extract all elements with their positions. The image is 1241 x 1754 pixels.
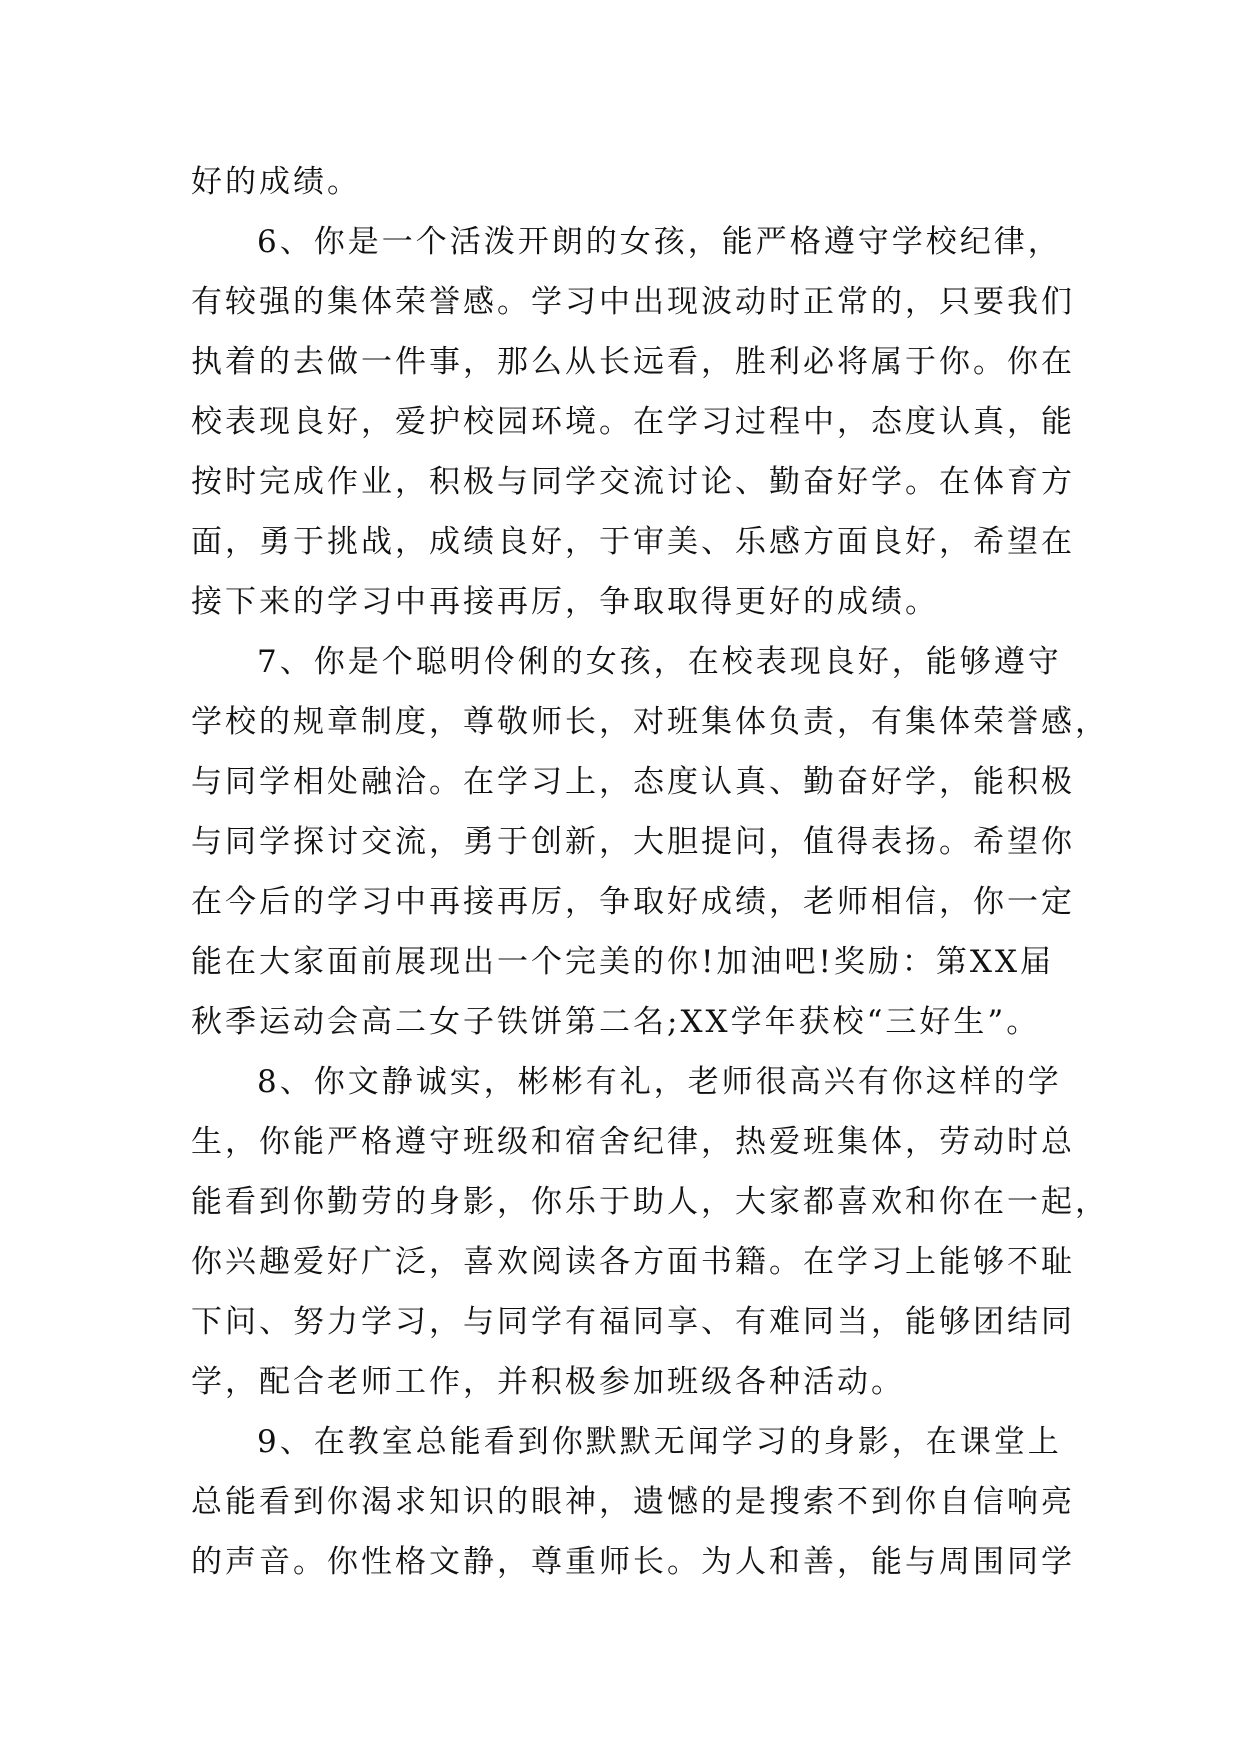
text-line: 能看到你勤劳的身影，你乐于助人，大家都喜欢和你在一起， (191, 1184, 1109, 1220)
text-line: 生，你能严格遵守班级和宿舍纪律，热爱班集体，劳动时总 (191, 1124, 1075, 1160)
paragraph-8-start: 8、你文静诚实，彬彬有礼，老师很高兴有你这样的学 (257, 1064, 1062, 1100)
paragraph-9-start: 9、在教室总能看到你默默无闻学习的身影，在课堂上 (257, 1424, 1062, 1460)
paragraph-6-start: 6、你是一个活泼开朗的女孩，能严格遵守学校纪律， (257, 224, 1062, 260)
text-line: 有较强的集体荣誉感。学习中出现波动时正常的，只要我们 (191, 284, 1075, 320)
text-line: 总能看到你渴求知识的眼神，遗憾的是搜索不到你自信响亮 (191, 1484, 1075, 1520)
text-line: 好的成绩。 (191, 164, 361, 200)
text-line: 在今后的学习中再接再厉，争取好成绩，老师相信，你一定 (191, 884, 1075, 920)
text-line: 与同学相处融洽。在学习上，态度认真、勤奋好学，能积极 (191, 764, 1075, 800)
text-line: 下问、努力学习，与同学有福同享、有难同当，能够团结同 (191, 1304, 1075, 1340)
text-line: 按时完成作业，积极与同学交流讨论、勤奋好学。在体育方 (191, 464, 1075, 500)
text-line: 能在大家面前展现出一个完美的你!加油吧!奖励：第XX届 (191, 944, 1055, 980)
text-line: 校表现良好，爱护校园环境。在学习过程中，态度认真，能 (191, 404, 1075, 440)
text-line: 学校的规章制度，尊敬师长，对班集体负责，有集体荣誉感， (191, 704, 1109, 740)
text-line: 秋季运动会高二女子铁饼第二名;XX学年获校“三好生”。 (191, 1004, 1041, 1040)
text-line: 执着的去做一件事，那么从长远看，胜利必将属于你。你在 (191, 344, 1075, 380)
text-line: 与同学探讨交流，勇于创新，大胆提问，值得表扬。希望你 (191, 824, 1075, 860)
text-line: 的声音。你性格文静，尊重师长。为人和善，能与周围同学 (191, 1544, 1075, 1580)
paragraph-7-start: 7、你是个聪明伶俐的女孩，在校表现良好，能够遵守 (257, 644, 1062, 680)
text-line: 学，配合老师工作，并积极参加班级各种活动。 (191, 1364, 905, 1400)
document-page (191, 152, 1109, 1592)
text-line: 你兴趣爱好广泛，喜欢阅读各方面书籍。在学习上能够不耻 (191, 1244, 1075, 1280)
text-line: 面，勇于挑战，成绩良好，于审美、乐感方面良好，希望在 (191, 524, 1075, 560)
text-line: 接下来的学习中再接再厉，争取取得更好的成绩。 (191, 584, 939, 620)
